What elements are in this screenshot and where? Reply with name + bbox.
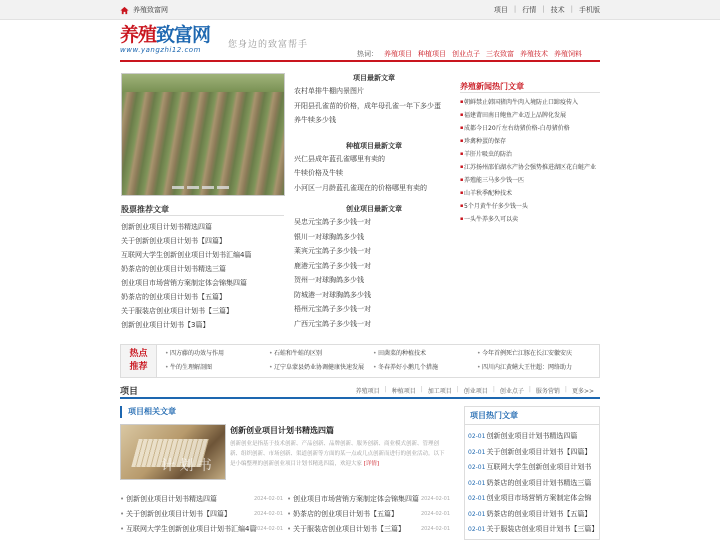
- latest-news: [292, 73, 456, 331]
- category-link[interactable]: 加工项目: [427, 388, 452, 395]
- recommended-articles: [120, 204, 284, 332]
- hot-recommend-item[interactable]: • 冬春养好小鹅几个措施: [373, 362, 477, 374]
- project-articles-title: 项目相关文章: [120, 406, 454, 418]
- news-item[interactable]: 银川一对球胸鸽多少钱: [294, 232, 364, 241]
- logo-text: [120, 24, 220, 46]
- hot-news-item[interactable]: ▪ 朝鲜禁止韩国猪肉牛肉入境防止口蹄疫传入: [460, 96, 600, 109]
- hotword-link[interactable]: 养殖项目: [384, 50, 412, 58]
- project-hot-title: 项目热门文章: [465, 407, 599, 425]
- recommended-item[interactable]: 创新创业项目计划书【3篇】: [121, 321, 210, 329]
- list-item-date: 2024-02-01: [253, 496, 283, 502]
- feature-title[interactable]: 创新创业项目计划书精选四篇: [230, 426, 334, 435]
- top-bar: [0, 0, 720, 20]
- item-date: 02-01: [468, 479, 486, 487]
- hot-recommend-item[interactable]: • 田菌菜的种植技术: [373, 348, 477, 360]
- feature-image-text: 计 划 书: [161, 458, 212, 474]
- hot-recommend-item[interactable]: • 牛的生理解剖图: [165, 362, 269, 374]
- list-item[interactable]: [287, 492, 454, 507]
- section-title: 种植项目最新文章: [346, 141, 402, 150]
- item-title: 关于创新创业项目计划书【四篇】: [486, 447, 592, 456]
- feature-description: [230, 439, 446, 469]
- category-link[interactable]: 服务营销: [535, 388, 560, 395]
- item-date: 02-01: [468, 448, 486, 456]
- hot-label-line: 推荐: [129, 362, 148, 372]
- top-nav-item[interactable]: 手机版: [579, 6, 600, 14]
- divider: |: [420, 386, 423, 393]
- news-item[interactable]: 贺州一对球胸鸽多少钱: [294, 276, 364, 284]
- slogan: 您身边的致富帮手: [228, 40, 309, 50]
- slider-dot[interactable]: [217, 186, 229, 189]
- top-nav: [494, 5, 600, 15]
- hot-recommend-label: [121, 345, 157, 377]
- recommended-item[interactable]: 创新创业项目计划书精选四篇: [121, 223, 212, 231]
- logo-part-1: 养殖: [120, 24, 157, 46]
- divider: |: [564, 386, 567, 393]
- recommended-item[interactable]: 奶茶店的创业项目计划书精选三篇: [121, 265, 226, 273]
- recommended-title: 股票推荐文章: [120, 204, 284, 216]
- list-item[interactable]: [287, 522, 454, 537]
- details-link[interactable]: [详情]: [363, 461, 380, 467]
- item-title: 创业项目市场营销方案制定体会锦: [486, 494, 592, 502]
- news-item[interactable]: 梧州元宝鸽子多少钱一对: [294, 305, 371, 313]
- divider: |: [456, 386, 459, 393]
- recommended-item[interactable]: 互联网大学生创新创业项目计划书汇编4篇: [121, 251, 252, 259]
- section-title: 项目最新文章: [353, 74, 395, 82]
- feature-desc-text: 创新创业是指基于技术创新、产品创新、品牌创新、服务创新、商业模式创新、管理创新、组织创新、市场创新、渠道创新等方面的某一点或几点创新而进行的创业活动。以下是小编整理的创新创业项目计划书精选四篇，欢迎大家: [230, 441, 445, 467]
- hotword-link[interactable]: 养殖饲料: [554, 50, 582, 58]
- hotwords-label: 热词：: [357, 50, 378, 58]
- project-hot-articles: [464, 406, 600, 540]
- item-date: 02-01: [468, 464, 486, 471]
- hot-recommend-item[interactable]: • 石蛙和牛蛙的区别: [269, 348, 373, 360]
- item-date: 02-01: [468, 495, 486, 502]
- hotword-link[interactable]: 养殖技术: [520, 50, 548, 58]
- list-item-date: 2024-02-01: [420, 511, 450, 517]
- hot-recommend-grid: [165, 348, 595, 374]
- divider: |: [492, 386, 495, 393]
- list-item-title: 关于创新创业项目计划书【四篇】: [126, 510, 231, 518]
- site-logo[interactable]: [120, 24, 220, 58]
- news-item[interactable]: 牛犊价格及牛犊: [294, 169, 343, 177]
- news-item[interactable]: 农村单排牛棚内景图片: [294, 87, 364, 95]
- news-list: [292, 152, 456, 196]
- hot-recommend-item[interactable]: • 今年首例死亡江豚在长江安徽安庆: [477, 348, 595, 360]
- news-item[interactable]: 广西元宝鸽子多少钱一对: [294, 319, 371, 328]
- hot-news-item[interactable]: ▪ 成都今日20斤左右幼猪价格-白母猪价格: [460, 122, 600, 135]
- home-link[interactable]: [120, 5, 168, 15]
- feature-image[interactable]: [120, 424, 226, 480]
- divider: |: [528, 386, 531, 393]
- category-link[interactable]: 创业项目: [463, 388, 488, 395]
- more-link[interactable]: 更多>>: [571, 388, 594, 395]
- recommended-item[interactable]: 创业项目市场营销方案制定体会锦集四篇: [121, 279, 247, 287]
- list-item[interactable]: [120, 522, 287, 537]
- news-item[interactable]: 兴仁县成年蓝孔雀哪里有卖的: [294, 154, 385, 163]
- category-link[interactable]: 创业点子: [499, 388, 524, 395]
- featured-image[interactable]: [121, 73, 285, 196]
- item-date: 02-01: [468, 526, 486, 533]
- category-title: 项目: [120, 387, 139, 397]
- project-hot-item[interactable]: [468, 491, 599, 507]
- item-date: 02-01: [468, 433, 486, 440]
- divider: |: [570, 5, 573, 13]
- list-item-date: 2024-02-01: [253, 526, 283, 532]
- hot-news-item[interactable]: ▪ 福建莆田南日鲍鱼产业迈上品牌化发展: [460, 109, 600, 122]
- hot-news-item[interactable]: ▪ 江苏扬州邵伯湖水产协会强势推进湖区花白鲢产业: [460, 161, 600, 174]
- recommended-item[interactable]: 关于创新创业项目计划书【四篇】: [121, 237, 226, 245]
- item-title: 关于服装店创业项目计划书【三篇】: [486, 525, 599, 533]
- list-item-date: 2024-02-01: [253, 511, 283, 517]
- image-sky: [122, 74, 284, 92]
- hot-news-item[interactable]: ▪ 珍禽种蛋的保存: [460, 135, 600, 148]
- divider: |: [384, 386, 387, 393]
- slider-dot[interactable]: [172, 186, 184, 189]
- logo-url: www.yangzhi12.com: [120, 46, 201, 54]
- category-link[interactable]: 种植项目: [391, 388, 416, 395]
- news-item[interactable]: 莱宾元宝鸽子多少钱一对: [294, 247, 371, 255]
- category-links: [356, 386, 594, 395]
- list-item-title: 创新创业项目计划书精选四篇: [126, 495, 217, 503]
- project-list: [120, 492, 454, 537]
- hot-news-list: [460, 96, 600, 226]
- recommended-item[interactable]: 关于服装店创业项目计划书【三篇】: [121, 307, 233, 315]
- list-item[interactable]: [120, 507, 287, 522]
- divider: |: [513, 5, 517, 13]
- site-name: 养殖致富网: [133, 6, 168, 14]
- item-title: 互联网大学生创新创业项目计划书: [486, 463, 592, 471]
- project-hot-list: [465, 429, 599, 538]
- item-title: 奶茶店的创业项目计划书【五篇】: [486, 509, 592, 518]
- category-bar: [120, 383, 600, 399]
- item-date: 02-01: [468, 510, 486, 518]
- hot-recommend-item[interactable]: • 四川内江黄鳝大王往超：网络助力: [477, 362, 595, 374]
- hot-news-item[interactable]: ▪ 5个月黄牛仔多少钱一头: [460, 200, 600, 213]
- hot-recommend-item[interactable]: • 辽宁阜蒙县奶业协调健康快速发展: [269, 362, 373, 374]
- hot-news: [460, 80, 600, 226]
- news-item[interactable]: 吴忠元宝鸽子多少钱一对: [294, 218, 371, 226]
- top-nav-item[interactable]: 项目: [493, 6, 508, 14]
- hot-news-title: 养殖新闻热门文章: [460, 80, 600, 93]
- slider-dot[interactable]: [187, 186, 199, 189]
- hotword-link[interactable]: 创业点子: [452, 50, 480, 58]
- hot-recommend-item[interactable]: • 四方藤的功效与作用: [165, 348, 269, 360]
- list-item-title: 关于服装店创业项目计划书【三篇】: [293, 525, 405, 533]
- list-item-title: 创业项目市场营销方案制定体会锦集四篇: [293, 495, 419, 503]
- news-item[interactable]: 开阳县孔雀苗的价格，成年母孔雀一年下多少蛋: [294, 101, 441, 110]
- slider-dot[interactable]: [202, 186, 214, 189]
- hot-news-item[interactable]: ▪ 山羊秋季配种技术: [460, 187, 600, 200]
- list-item-title: 奶茶店的创业项目计划书【五篇】: [293, 510, 398, 518]
- logo-part-2: 致富网: [156, 24, 211, 46]
- project-hot-item[interactable]: [468, 507, 599, 523]
- home-icon: [120, 6, 129, 15]
- project-articles: [120, 406, 454, 533]
- project-hot-item[interactable]: [468, 460, 599, 476]
- hot-label-line: 热点: [129, 349, 148, 359]
- top-nav-item[interactable]: 行情: [522, 6, 537, 14]
- top-nav-item[interactable]: 技术: [550, 6, 565, 14]
- news-item[interactable]: 养牛犊多少钱: [294, 116, 336, 124]
- project-hot-item[interactable]: [468, 445, 599, 461]
- hot-news-item[interactable]: ▪ 一头牛养多久可以卖: [460, 213, 600, 226]
- list-item-title: 互联网大学生创新创业项目计划书汇编4篇: [126, 525, 257, 533]
- hot-recommend-bar: [120, 344, 600, 378]
- hotword-link[interactable]: 种植项目: [418, 50, 446, 58]
- news-item[interactable]: 防城港一对球胸鸽多少钱: [294, 290, 371, 299]
- category-link[interactable]: 养殖项目: [355, 388, 380, 395]
- project-hot-item[interactable]: [468, 476, 599, 492]
- hot-news-item[interactable]: ▪ 养殖能三马多少钱一匹: [460, 174, 600, 187]
- divider: |: [542, 5, 545, 13]
- item-title: 奶茶店的创业项目计划书精选三篇: [486, 478, 592, 487]
- item-title: 创新创业项目计划书精选四篇: [486, 432, 578, 440]
- list-item-date: 2024-02-01: [420, 526, 450, 532]
- news-list: [292, 215, 456, 331]
- news-list: [292, 84, 456, 128]
- news-item[interactable]: 小河区一月龄蓝孔雀现在的价格哪里有卖的: [294, 183, 427, 192]
- recommended-item[interactable]: 奶茶店的创业项目计划书【五篇】: [121, 293, 226, 301]
- project-hot-item[interactable]: [468, 429, 599, 445]
- hot-news-item[interactable]: ▪ 羊肝片吸虫的防治: [460, 148, 600, 161]
- recommended-list: [120, 220, 284, 332]
- hotword-link[interactable]: 三农致富: [486, 50, 514, 58]
- header-divider: [120, 60, 600, 62]
- list-item[interactable]: [120, 492, 287, 507]
- news-item[interactable]: 鹿港元宝鸽子多少钱一对: [294, 261, 371, 270]
- project-hot-item[interactable]: [468, 522, 599, 538]
- list-item-date: 2024-02-01: [420, 496, 450, 502]
- list-item[interactable]: [287, 507, 454, 522]
- hotwords: [357, 49, 582, 59]
- slider-dots: [172, 186, 229, 189]
- section-title: 创业项目最新文章: [346, 205, 402, 213]
